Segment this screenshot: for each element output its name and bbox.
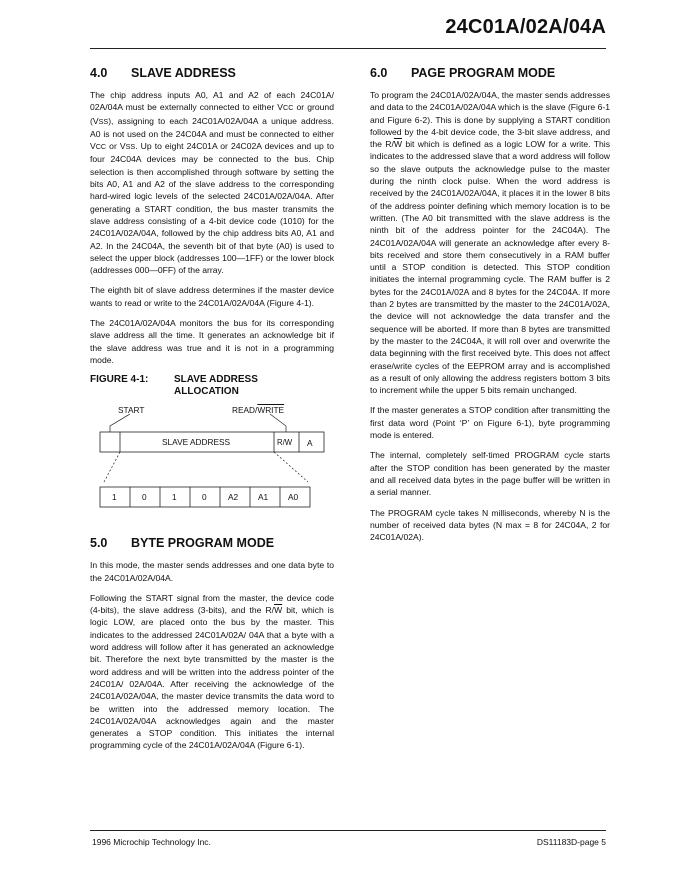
section-4-paragraph-1 xyxy=(90,89,334,276)
subscript-ss: SS xyxy=(98,116,109,126)
rw-cell: R/W xyxy=(277,438,293,448)
footer-copyright: 1996 Microchip Technology Inc. xyxy=(92,837,211,847)
figure-label: FIGURE 4-1: xyxy=(90,374,149,386)
text-run: The chip address inputs A0, A1 and A2 of each 24C01A/ 02A/04A must be externally connected to either V xyxy=(90,90,334,113)
section-5-paragraph-2 xyxy=(90,592,334,752)
section-4-title: SLAVE ADDRESS xyxy=(131,66,236,80)
section-5-heading xyxy=(90,536,334,550)
rw-overbar: WRITE xyxy=(257,405,285,416)
read-write-label xyxy=(232,405,284,415)
overbar-w: $\overline{W}$ xyxy=(274,605,283,616)
ack-cell: A xyxy=(307,438,313,449)
bit-cell: A0 xyxy=(288,492,299,503)
start-pointer xyxy=(110,414,130,432)
text-run: Following the START signal from the master, the device code (4-bits), the slave address (3-bits), and the R/ xyxy=(90,592,334,616)
text-run: bit which is defined as a logic LOW for a write. This indicates to the addressed slave that a word address will follow so the slave outputs the acknowledge pulse to the master during the ninth clock pulse. When the word address is received by the 24C01A/02A/04A, it places it in the lower 8 bits of the address pointer defining which memory location is to be written. (The A0 bit transmitted with the slave address is the ninth bit of the address pointer for the 24C04A). The 24C01A/02A/04A will generate an acknowledge after every 8-bits received and store them consecutively in a RAM buffer until a STOP condition is detected. This STOP condition initiates the internal programming cycle. The RAM buffer is 2 bytes for the 24C01A/02A and 8 bytes for the 24C04A. If more than 2 bytes are transmitted by the master to the 24C01A/02A, the device will not acknowledge the data transfer and the sequence will be aborted. If more than 8 bytes are transmitted by the master to the 24C04A, it will roll over and overwrite the data beginning with the first received byte. This does not affect erase/write cycles of the EEPROM array and is accomplished as a result of only allowing the address registers bottom 3 bits to increment while the upper 5 bits remain unchanged. xyxy=(370,139,610,396)
section-4-paragraph-3: The 24C01A/02A/04A monitors the bus for its corresponding slave address all the time. It generates an acknowledge bit if the slave address was true and it is not in a programming mode. xyxy=(90,318,334,365)
section-6-heading xyxy=(370,66,610,80)
section-6-number: 6.0 xyxy=(370,66,388,80)
text-run: or ground (V xyxy=(90,102,334,126)
section-6-paragraph-4: The PROGRAM cycle takes N milliseconds, whereby N is the number of received data bytes (N max = 8 for 24C04A, 2 for 24C01A/02A). xyxy=(370,507,610,543)
subscript-cc: CC xyxy=(283,103,294,113)
text-run: . Up to eight 24C01A or 24C02A devices and up to four 24C04A devices may be connected to the bus. Chip selection is then accomplished through software by setting the bits A0, A1 and A2 of the slave address to the corresponding hard-wired logic levels of the selected 24C01A/02A/04A. After generating a START condition, the bus master transmits the slave address consisting of a 4-bit device code (1010) for the 24C01A/02A/04A, followed by the chip address bits A0, A1 and A2. In the 24C04A, the seventh bit of that byte (A0) is used to select the upper block (addresses 100—1FF) or the lower block (addresses 000—0FF) of the array. xyxy=(90,141,334,276)
section-6-paragraph-1 xyxy=(370,89,610,396)
start-label: START xyxy=(118,405,145,416)
section-5-number: 5.0 xyxy=(90,536,108,551)
bit-cell: 1 xyxy=(112,492,117,503)
slave-address-figure xyxy=(90,402,334,522)
footer-rule xyxy=(90,830,606,831)
subscript-cc: CC xyxy=(95,142,107,152)
text-run: ), assigning to each 24C01A/02A/04A a unique address. A0 is not used on the 24C04A and must be connected to either V xyxy=(90,115,334,152)
figure-title-line-2: ALLOCATION xyxy=(174,386,239,398)
section-4-paragraph-2: The eighth bit of slave address determines if the master device wants to read or write to the 24C01A/02A/04A (Figure 4-1). xyxy=(90,285,334,308)
subscript-ss: SS xyxy=(125,142,136,152)
page-title: 24C01A/02A/04A xyxy=(445,16,606,38)
figure-title xyxy=(174,374,258,398)
footer-page-number: DS11183D-page 5 xyxy=(536,837,606,847)
text-run: bit, which is logic LOW, are placed onto the bus by the master. This indicates to the addressed 24C01A/02A/ 04A that a byte with a word address will follow after it has generated an acknowledge bit. Therefore the next byte transmitted by the master is the word address and will be written into the address pointer of the 24C01A/ 02A/04A. After receiving the acknowledge of the 24C01A/02A/04A, the master device transmits the data word to be written into the addressed memory location. The 24C01A/02A/04A acknowledges again and the master generates a STOP condition. This initiates the internal programming cycle of the 24C01A/02A/04A (Figure 6-1). xyxy=(90,605,334,751)
bit-cell: 0 xyxy=(202,492,207,503)
section-6-paragraph-2: If the master generates a STOP condition after transmitting the first data word (Point ‘P’ on Figure 6-1), byte programming mode is entered. xyxy=(370,405,610,441)
section-5-paragraph-1: In this mode, the master sends addresses and one data byte to the 24C01A/02A/04A. xyxy=(90,560,334,583)
bit-cell: A1 xyxy=(258,492,269,503)
header-rule xyxy=(90,48,606,49)
rw-pointer xyxy=(270,414,286,432)
bit-cell: 0 xyxy=(142,492,147,503)
figure-title-line-1: SLAVE ADDRESS xyxy=(174,374,258,386)
bit-cell: 1 xyxy=(172,492,177,503)
overbar-w: $\overline{W}$ xyxy=(393,139,402,150)
text-run: To program the 24C01A/02A/04A, the master sends addresses and data to the 24C01A/02A/04A which is the slave (Figure 6-1 and Figure 6-2). This is done by supplying a START condition followed by the 4-bit device code, the 3-bit slave address, and the R/ xyxy=(370,90,610,150)
bit-cell: A2 xyxy=(228,492,239,503)
left-column xyxy=(90,66,334,760)
right-column xyxy=(370,66,610,551)
section-4-heading xyxy=(90,66,334,80)
figure-diagram xyxy=(90,402,334,522)
figure-caption xyxy=(90,374,334,398)
section-6-title: PAGE PROGRAM MODE xyxy=(411,66,556,80)
section-5-title: BYTE PROGRAM MODE xyxy=(131,536,275,551)
projection-line xyxy=(274,452,308,482)
projection-line xyxy=(104,452,120,482)
section-6-paragraph-3: The internal, completely self-timed PROGRAM cycle starts after the STOP condition has been generated by the master and all received data bytes in the page buffer will be written in a serial manner. xyxy=(370,450,610,498)
section-4-number: 4.0 xyxy=(90,66,108,80)
rw-prefix: READ/ xyxy=(232,405,258,416)
text-run: or V xyxy=(106,141,126,152)
slave-address-label: SLAVE ADDRESS xyxy=(162,437,231,448)
